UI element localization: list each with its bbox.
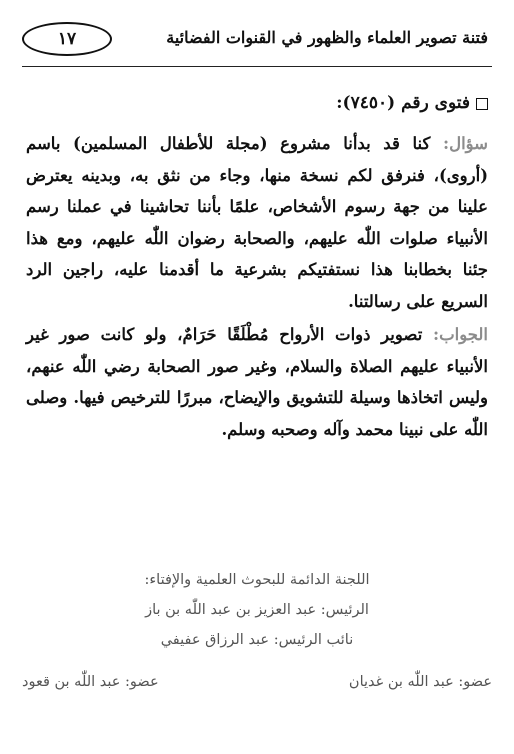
answer-label: الجواب: (433, 325, 488, 344)
committee-member: عضو: عبد اللّٰه بن غديان (348, 674, 492, 690)
square-bullet-icon (476, 98, 488, 110)
answer-text: تصوير ذوات الأرواح مُطْلَقًا حَرَامٌ، ولو كانت صور غير الأنبياء عليهم الصلاة والسلام، وغير صور الصحابة رضي اللّٰه عنهم، وليس اتخاذها وسيلة للتشويق والإيضاح، مبررًا للترخيص فيها. وصلى اللّٰه على نبينا محمد وآله وصحبه وسلم. (26, 325, 488, 439)
question-paragraph (26, 128, 488, 317)
committee-president: الرئيس: عبد العزيز بن عبد اللّٰه بن باز (145, 602, 369, 618)
running-title: فتنة تصوير العلماء والظهور في القنوات الفضائية (166, 28, 488, 47)
fatwa-body (26, 128, 488, 447)
question-label: سؤال: (443, 134, 489, 153)
committee-vice-president: نائب الرئيس: عبد الرزاق عفيفي (160, 632, 354, 648)
committee-signatures (26, 565, 488, 655)
committee-name: اللجنة الدائمة للبحوث العلمية والإفتاء: (144, 572, 370, 588)
header-divider (22, 66, 492, 67)
question-text: كنا قد بدأنا مشروع (مجلة للأطفال المسلمين) باسم (أروى)، فنرفق لكم نسخة منها، وجاء من نثق به، وبدينه يعترض علينا من جهة رسوم الأشخاص، علمًا بأننا تحاشينا في عملنا رسم الأنبياء صلوات اللّٰه عليهم، والصحابة رضوان اللّٰه عليهم، ومع هذا جئنا بخطابنا هذا نستفتيكم بشرعية ما أقدمنا عليه، راجين الرد السريع على رسالتنا. (26, 134, 488, 311)
committee-member: عضو: عبد اللّٰه بن قعود (22, 674, 159, 690)
answer-paragraph (26, 319, 488, 445)
page-number-badge (22, 22, 112, 56)
fatwa-number: فتوى رقم (٧٤٥٠): (336, 93, 470, 113)
page-header (22, 22, 492, 56)
fatwa-heading (336, 93, 488, 113)
page-number: ١٧ (57, 29, 77, 49)
